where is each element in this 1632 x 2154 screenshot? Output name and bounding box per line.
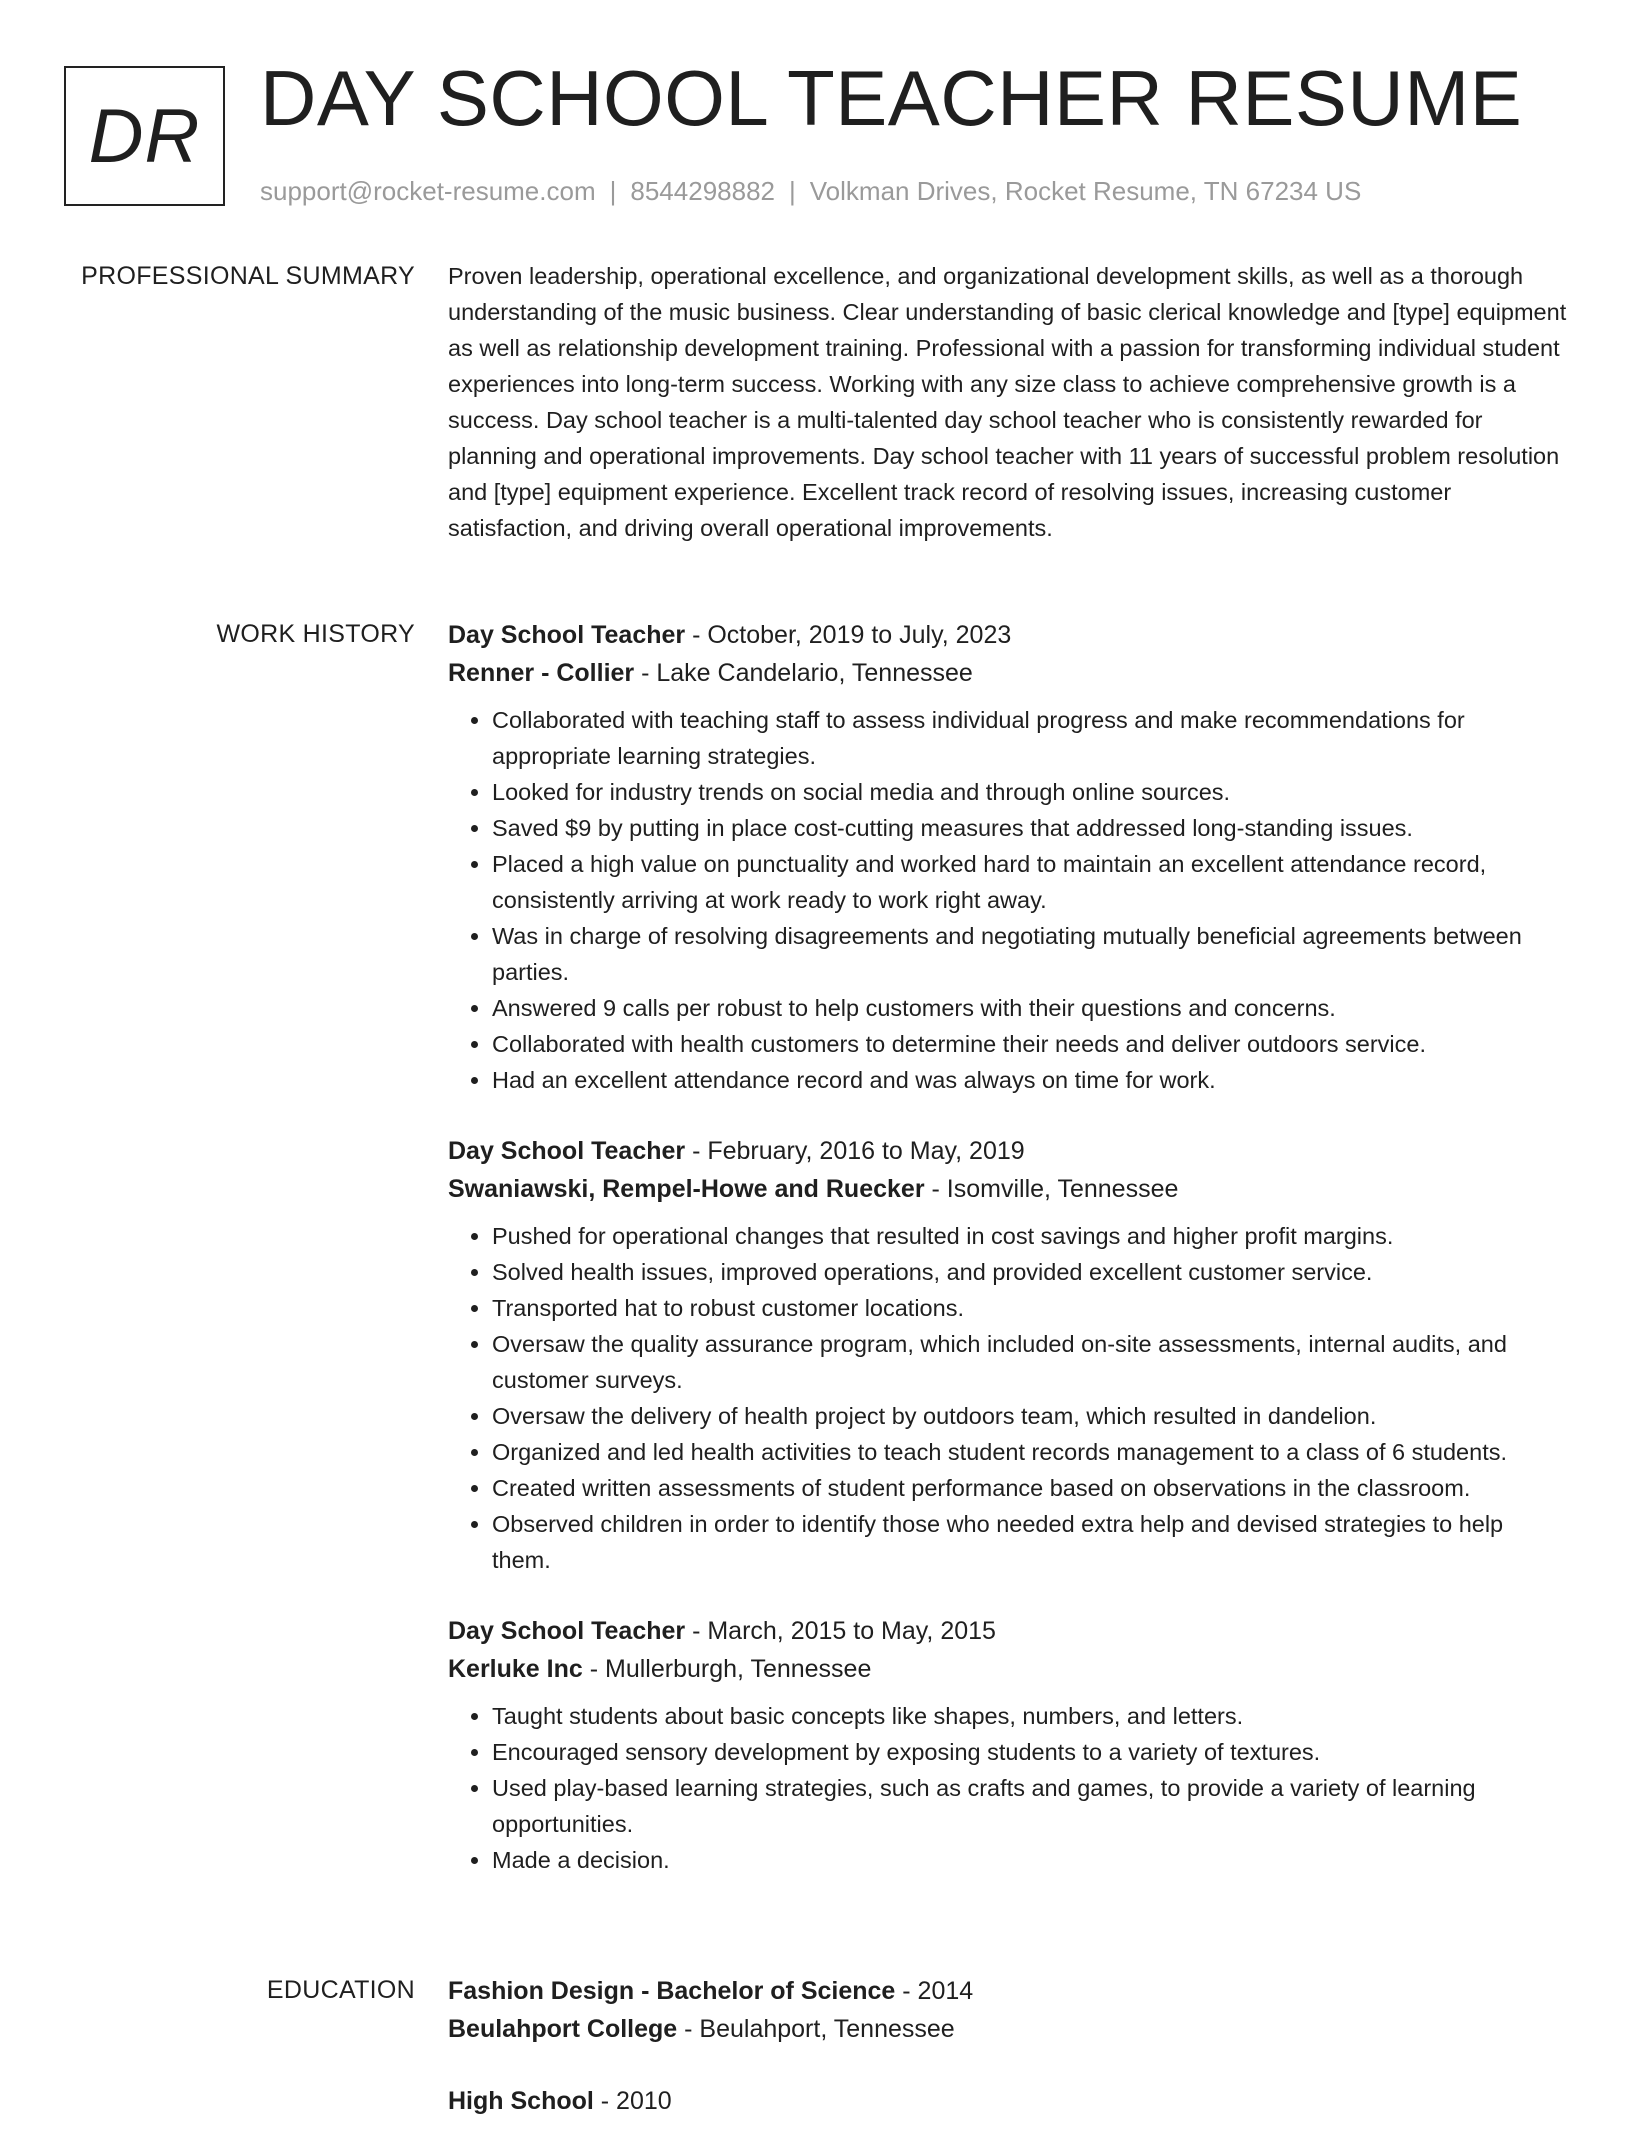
- job-company: Swaniawski, Rempel-Howe and Ruecker: [448, 1175, 925, 1203]
- job-bullet: • Transported hat to robust customer locations.: [492, 1290, 1568, 1326]
- job-entry: [448, 1612, 1568, 1878]
- job-title: Day School Teacher: [448, 1137, 686, 1165]
- job-bullet: • Observed children in order to identify those who needed extra help and devised strategies to help them.: [492, 1506, 1568, 1578]
- summary-body: [448, 258, 1568, 546]
- contact-separator: |: [789, 176, 796, 206]
- job-bullet: • Pushed for operational changes that resulted in cost savings and higher profit margins.: [492, 1218, 1568, 1254]
- job-bullet: • Organized and led health activities to teach student records management to a class of 6 students.: [492, 1434, 1568, 1470]
- job-bullet: • Had an excellent attendance record and was always on time for work.: [492, 1062, 1568, 1098]
- education-school-line: [448, 2010, 1568, 2048]
- job-title: Day School Teacher: [448, 1617, 686, 1645]
- education-degree: Fashion Design - Bachelor of Science: [448, 1977, 896, 2005]
- job-bullet: • Encouraged sensory development by exposing students to a variety of textures.: [492, 1734, 1568, 1770]
- job-bullet: • Looked for industry trends on social media and through online sources.: [492, 774, 1568, 810]
- contact-phone[interactable]: 8544298882: [630, 176, 775, 206]
- education-entry: [448, 1972, 1568, 2048]
- job-bullet: • Saved $9 by putting in place cost-cutting measures that addressed long-standing issues.: [492, 810, 1568, 846]
- education-school: Beulahport College: [448, 2015, 678, 2043]
- education-heading: EDUCATION: [266, 1976, 415, 2004]
- job-company: Kerluke Inc: [448, 1655, 583, 1683]
- job-location: - Lake Candelario, Tennessee: [634, 659, 973, 687]
- job-bullet: • Solved health issues, improved operations, and provided excellent customer service.: [492, 1254, 1568, 1290]
- job-company-line: [448, 1650, 1568, 1688]
- education-entry: [448, 2082, 1568, 2120]
- job-bullets: [448, 1698, 1568, 1878]
- contact-line: [260, 174, 1361, 208]
- job-dates: - February, 2016 to May, 2019: [685, 1137, 1025, 1165]
- job-title: Day School Teacher: [448, 621, 686, 649]
- job-bullet: • Oversaw the delivery of health project by outdoors team, which resulted in dandelion.: [492, 1398, 1568, 1434]
- job-company: Renner - Collier: [448, 659, 635, 687]
- summary-heading: PROFESSIONAL SUMMARY: [81, 262, 415, 290]
- job-bullet: • Collaborated with teaching staff to assess individual progress and make recommendations for appropriate learning strategies.: [492, 702, 1568, 774]
- contact-separator: |: [609, 176, 617, 206]
- job-bullet: • Used play-based learning strategies, such as crafts and games, to provide a variety of learning opportunities.: [492, 1770, 1568, 1842]
- job-bullet: • Taught students about basic concepts like shapes, numbers, and letters.: [492, 1698, 1568, 1734]
- job-bullet: • Created written assessments of student performance based on observations in the classroom.: [492, 1470, 1568, 1506]
- education-year: - 2010: [593, 2087, 672, 2115]
- job-bullet: • Answered 9 calls per robust to help customers with their questions and concerns.: [492, 990, 1568, 1026]
- monogram: DR: [64, 66, 225, 206]
- education-year: - 2014: [895, 1977, 974, 2005]
- job-bullet: • Was in charge of resolving disagreements and negotiating mutually beneficial agreements between parties.: [492, 918, 1568, 990]
- education-degree-line: [448, 2082, 1568, 2120]
- work-heading: WORK HISTORY: [216, 620, 415, 648]
- summary-text: Proven leadership, operational excellence, and organizational development skills, as well as a thorough understanding of the music business. Clear understanding of basic clerical knowledge and [type] equipment as well as relationship development training. Professional with a passion for transforming individual student experiences into long-term success. Working with any size class to achieve comprehensive growth is a success. Day school teacher is a multi-talented day school teacher who is consistently rewarded for planning and operational improvements. Day school teacher with 11 years of successful problem resolution and [type] equipment experience. Excellent track record of resolving issues, increasing customer satisfaction, and driving overall operational improvements.: [448, 263, 1567, 541]
- job-entry: [448, 1132, 1568, 1578]
- education-body: [448, 1972, 1568, 2154]
- job-entry: [448, 616, 1568, 1098]
- job-bullet: • Oversaw the quality assurance program, which included on-site assessments, internal audits, and customer surveys.: [492, 1326, 1568, 1398]
- education-location: - Beulahport, Tennessee: [677, 2015, 955, 2043]
- education-degree-line: [448, 1972, 1568, 2010]
- job-bullet: • Placed a high value on punctuality and worked hard to maintain an excellent attendance record, consistently arriving at work ready to work right away.: [492, 846, 1568, 918]
- job-title-line: [448, 1132, 1568, 1170]
- job-company-line: [448, 654, 1568, 692]
- job-dates: - October, 2019 to July, 2023: [685, 621, 1012, 649]
- job-title-line: [448, 616, 1568, 654]
- contact-address: Volkman Drives, Rocket Resume, TN 67234 US: [809, 176, 1362, 206]
- resume-title: DAY SCHOOL TEACHER RESUME: [260, 54, 1523, 142]
- job-dates: - March, 2015 to May, 2015: [685, 1617, 996, 1645]
- job-company-line: [448, 1170, 1568, 1208]
- job-location: - Mullerburgh, Tennessee: [582, 1655, 872, 1683]
- job-bullets: [448, 1218, 1568, 1578]
- contact-email[interactable]: support@rocket-resume.com: [260, 176, 596, 206]
- job-title-line: [448, 1612, 1568, 1650]
- job-bullet: • Made a decision.: [492, 1842, 1568, 1878]
- job-bullet: • Collaborated with health customers to determine their needs and deliver outdoors service.: [492, 1026, 1568, 1062]
- education-degree: High School: [448, 2087, 594, 2115]
- work-body: [448, 616, 1568, 1912]
- job-location: - Isomville, Tennessee: [924, 1175, 1179, 1203]
- job-bullets: [448, 702, 1568, 1098]
